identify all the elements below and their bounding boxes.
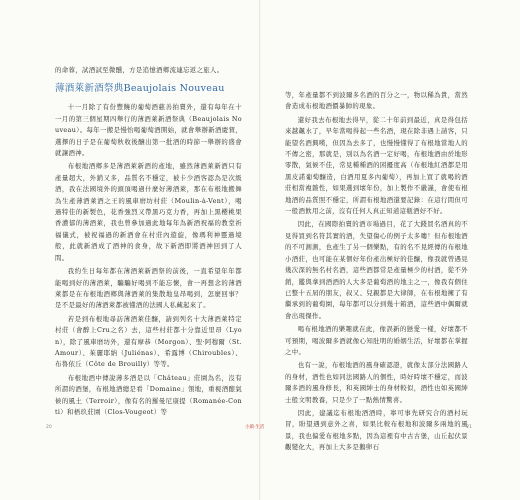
section-heading: 薄酒萊新酒祭典Beaujolais Nouveau [55, 83, 225, 95]
paragraph: 喝布根地酒的樂趣就在此，像誤新的戀愛一樣，好壞都不可預期，喝波爾多酒就像心知肚明的婚姻生活，好壞都在掌握之中。 [285, 325, 468, 356]
page-number-right: 21 [466, 425, 472, 430]
paragraph: 若是到布根地尋訪薄酒萊佳釀，請到列名十大薄酒萊特定村莊（會醉上Cru之名）去，這些村莊都十分靠近里昂（Lyon），除了風車磨坊外，還有摩恭（Morgon）、聖·阿穆爾（St. Amour）、茱麗耶納（Juliénas）、希露博（Chiroubles）、布魯依丘（Côte de Brouilly）等等。 [55, 314, 242, 369]
paragraph: 還好我去布根地去得早，從二十年前到最近，真是得包括來越飆水了，早年當喝得起一些名酒，現在除非遇上請客，只能望名酒興嘆，但因為去多了，也慢慢懂得了布根地當地人的不傳之密，那就是，別以為名酒一定好喝，布根地酒由於地形零散，氣候不佳，常見種種酒的困擾度高（布根地紅酒都是用黑皮諾葡萄釀造，白酒用夏多內葡萄），再加上買了就喝的酒莊相當複雜性，如果選到壞年份，加上製作不嚴謹，會使布根地酒的品質照不穩定，所謂布根地酒還要記錄：在這行間但可一般酒飲用之前，沒有任何人真正知道這瓶酒好不好。 [285, 115, 468, 216]
paragraph: 的命蓉，試酒試至微醺，方是追憶酒鄉流連忘返之旅人。 [55, 66, 224, 74]
paragraph: 因此，在國際拍賣的酒市場過目，花了大錢買名酒真的不見得買到名符其實的酒，失望傷心的例子太多嘍！但布根地酒的不可測測，也產生了另一個樂點，有的名不見經傳的布根地小酒莊，也可能在某個好年份產出極好的佳釀，像我就曾遇見幾次深的無名村名酒，這些酒都常是產量極少的村酒，從不外銷，鑑與拿到酒酒的人大多是葡萄酒的地主之一，像我有個住已整十五屆的朋友，叔又、兒親都是大律師，在布根地擁了有繼承到的葡萄園，每年都可以分到幾十箱酒，這些酒中偶爾就會出現傑作。 [285, 220, 468, 320]
page-number-left: 20 [46, 425, 52, 430]
paragraph: 我約生日每年都在薄酒萊新酒祭的前後，一直希望年年都能喝到好的薄酒萊，騙騙好喝到不能忘懷，會一再想念的薄酒萊都是在布根地酒鄉與薄酒萊的集散地皇昂喝到，怎麼回事？是不是最好的薄酒萊都被懂酒的法國人私藏起來了。 [55, 267, 242, 310]
paragraph: 也有一說，布根地酒的風身確認證，就像太部分法國路人的身材，酒性也如同法國路人的個性，時好時壞不穩定，而波爾多酒的風身修長，和英國紳士的身材較似，酒性也如英國紳士般文明教養，只是少了一點熱情驚喜。 [285, 361, 468, 404]
paragraph: 布根地酒中傳說薄多酒是以「Château」莊園為名，沒有所謂的酒堡，布根地酒總是看「Domaine」領地，重視酒酿氣候的風土（Terroir），像有名的羅曼尼康提（Romanée-Conti）和梧玖莊園（Clos-Vougeot）等 [55, 373, 242, 416]
paragraph: 等，年產量都不到波爾多名酒的百分之一，物以稀為貴，當然會造成布根地酒價暴帥的現象。 [285, 91, 468, 111]
paragraph: 十一月除了有份豐饒的葡萄酒慈善拍賣外，還有每年在十一月的第三個星期四舉行的薄酒萊新酒祭典（Beaujolais Nouveau）。每年一搬是慢怡喝葡萄酒開始，就會舉辦新酒慶賀，選擇的日子是在葡萄秋收後醸出第一批酒的時節一舉辦的盛會就讓酒神。 [55, 103, 242, 158]
paragraph: 布根地酒鄉多是薄酒萊新酒的產地，雖然薄酒萊新酒只有產量超大，外銷又多，品質名不穩定，被卡少酒客認為是次級酒，我在法國境外的頭頂喝過什麼好薄酒萊，那在布根地搬舞為生產薄酒萊酒之王的風車磨坊村莊（Moulin-à-Vent），喝過特佳的新製色，花香強烈又帶黑巧克力香，再加上黑櫻桃果香濃郁的薄酒萊，我也曾參加過此地每年為新酒祝福的教堂祈福儀式，被祝福過的新酒會在村莊內遊旋，像瑪利神靈過境般，此就新酒成了酒神的食身，故下新酒即將酒神回到了人間。 [55, 162, 242, 262]
right-page [260, 0, 520, 500]
paragraph: 因此，建議迄布根地酒酒時，寧可事先研究合的酒村玩冒，盼望遇到意外之喜，如果比較布根地和波爾多兩地的風景，我也偏愛布根地多點，因為這裡有中古古堡，山丘起伏景觀變化大，再加上大多是鵝卵石 [285, 408, 468, 452]
running-head: 小鎮·生活 [245, 425, 265, 430]
